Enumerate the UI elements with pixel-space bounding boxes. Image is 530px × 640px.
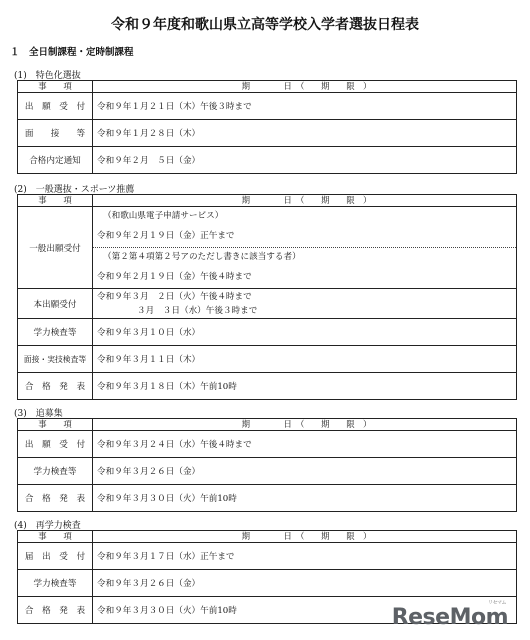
subsection-heading-2: (2) 一般選抜・スポーツ推薦	[14, 185, 135, 195]
row-item: 合 格 発 表	[18, 597, 93, 624]
row-period: 令和９年３月１８日（木）午前10時	[93, 373, 517, 400]
row-period: 令和９年３月３０日（火）午前10時	[93, 485, 517, 512]
period-line: 令和９年２月１９日（金）正午まで	[97, 231, 235, 241]
table-row	[18, 570, 517, 597]
period-line: 令和９年３月 ２日（火）午後４時まで	[97, 291, 252, 302]
table-row	[18, 458, 517, 485]
schedule-table-3	[17, 418, 517, 512]
table-row	[18, 289, 517, 319]
row-period: 令和９年１月２１日（木）午後３時まで	[93, 93, 517, 120]
table-row	[18, 147, 517, 174]
row-period: 令和９年３月３０日（火）午前10時	[93, 597, 517, 624]
row-period: 令和９年３月２４日（水）午後４時まで	[93, 431, 517, 458]
row-item: 合 格 発 表	[18, 485, 93, 512]
header-period: 期 日 （ 期 限 ）	[93, 531, 517, 543]
subsection-heading-4: (4) 再学力検査	[14, 521, 81, 531]
row-item: 学力検査等	[18, 458, 93, 485]
row-period: 令和９年２月 ５日（金）	[93, 147, 517, 174]
watermark-text: ReseMom	[391, 605, 508, 630]
table-row	[18, 93, 517, 120]
row-period: 令和９年３月１０日（水）	[93, 319, 517, 346]
row-item: 合格内定通知	[18, 147, 93, 174]
header-item: 事 項	[18, 531, 93, 543]
schedule-table-2	[17, 194, 517, 400]
row-period: 令和９年３月１１日（木）	[93, 346, 517, 373]
row-period: 令和９年３月２６日（金）	[93, 458, 517, 485]
row-item: 届 出 受 付	[18, 543, 93, 570]
row-item: 一般出願受付	[18, 207, 93, 289]
header-item: 事 項	[18, 419, 93, 431]
period-note: （和歌山県電子申請サービス）	[103, 211, 224, 221]
table-header-row	[18, 531, 517, 543]
row-period	[93, 207, 517, 289]
table-row	[18, 120, 517, 147]
schedule-table-1	[17, 80, 517, 174]
row-item: 学力検査等	[18, 319, 93, 346]
section-heading: １ 全日制課程・定時制課程	[10, 47, 134, 58]
table-row	[18, 319, 517, 346]
table-header-row	[18, 81, 517, 93]
table-row	[18, 373, 517, 400]
row-item: 出 願 受 付	[18, 93, 93, 120]
row-period	[93, 289, 517, 319]
row-item: 出 願 受 付	[18, 431, 93, 458]
row-period: 令和９年３月１７日（水）正午まで	[93, 543, 517, 570]
row-item: 本出願受付	[18, 289, 93, 319]
table-row	[18, 207, 517, 289]
row-period: 令和９年３月２６日（金）	[93, 570, 517, 597]
page-title: 令和９年度和歌山県立高等学校入学者選抜日程表	[111, 17, 419, 33]
row-period: 令和９年１月２８日（木）	[93, 120, 517, 147]
table-row	[18, 346, 517, 373]
watermark-logo	[391, 600, 508, 630]
header-period: 期 日 （ 期 限 ）	[93, 81, 517, 93]
subsection-heading-3: (3) 追募集	[14, 409, 63, 419]
header-item: 事 項	[18, 195, 93, 207]
table-header-row	[18, 419, 517, 431]
subsection-heading-1: (1) 特色化選抜	[14, 71, 81, 81]
row-item: 学力検査等	[18, 570, 93, 597]
period-note: （第２第４項第２号アのただし書きに該当する者）	[103, 252, 301, 262]
header-period: 期 日 （ 期 限 ）	[93, 419, 517, 431]
header-item: 事 項	[18, 81, 93, 93]
watermark-kana: リセマム	[488, 600, 506, 606]
row-item: 面 接 等	[18, 120, 93, 147]
table-row	[18, 485, 517, 512]
row-item: 面接・実技検査等	[18, 346, 93, 373]
table-row	[18, 431, 517, 458]
period-line: 令和９年２月１９日（金）午後４時まで	[97, 272, 252, 282]
period-line: ３月 ３日（水）午後３時まで	[137, 305, 258, 316]
table-header-row	[18, 195, 517, 207]
row-item: 合 格 発 表	[18, 373, 93, 400]
table-row	[18, 543, 517, 570]
header-period: 期 日 （ 期 限 ）	[93, 195, 517, 207]
